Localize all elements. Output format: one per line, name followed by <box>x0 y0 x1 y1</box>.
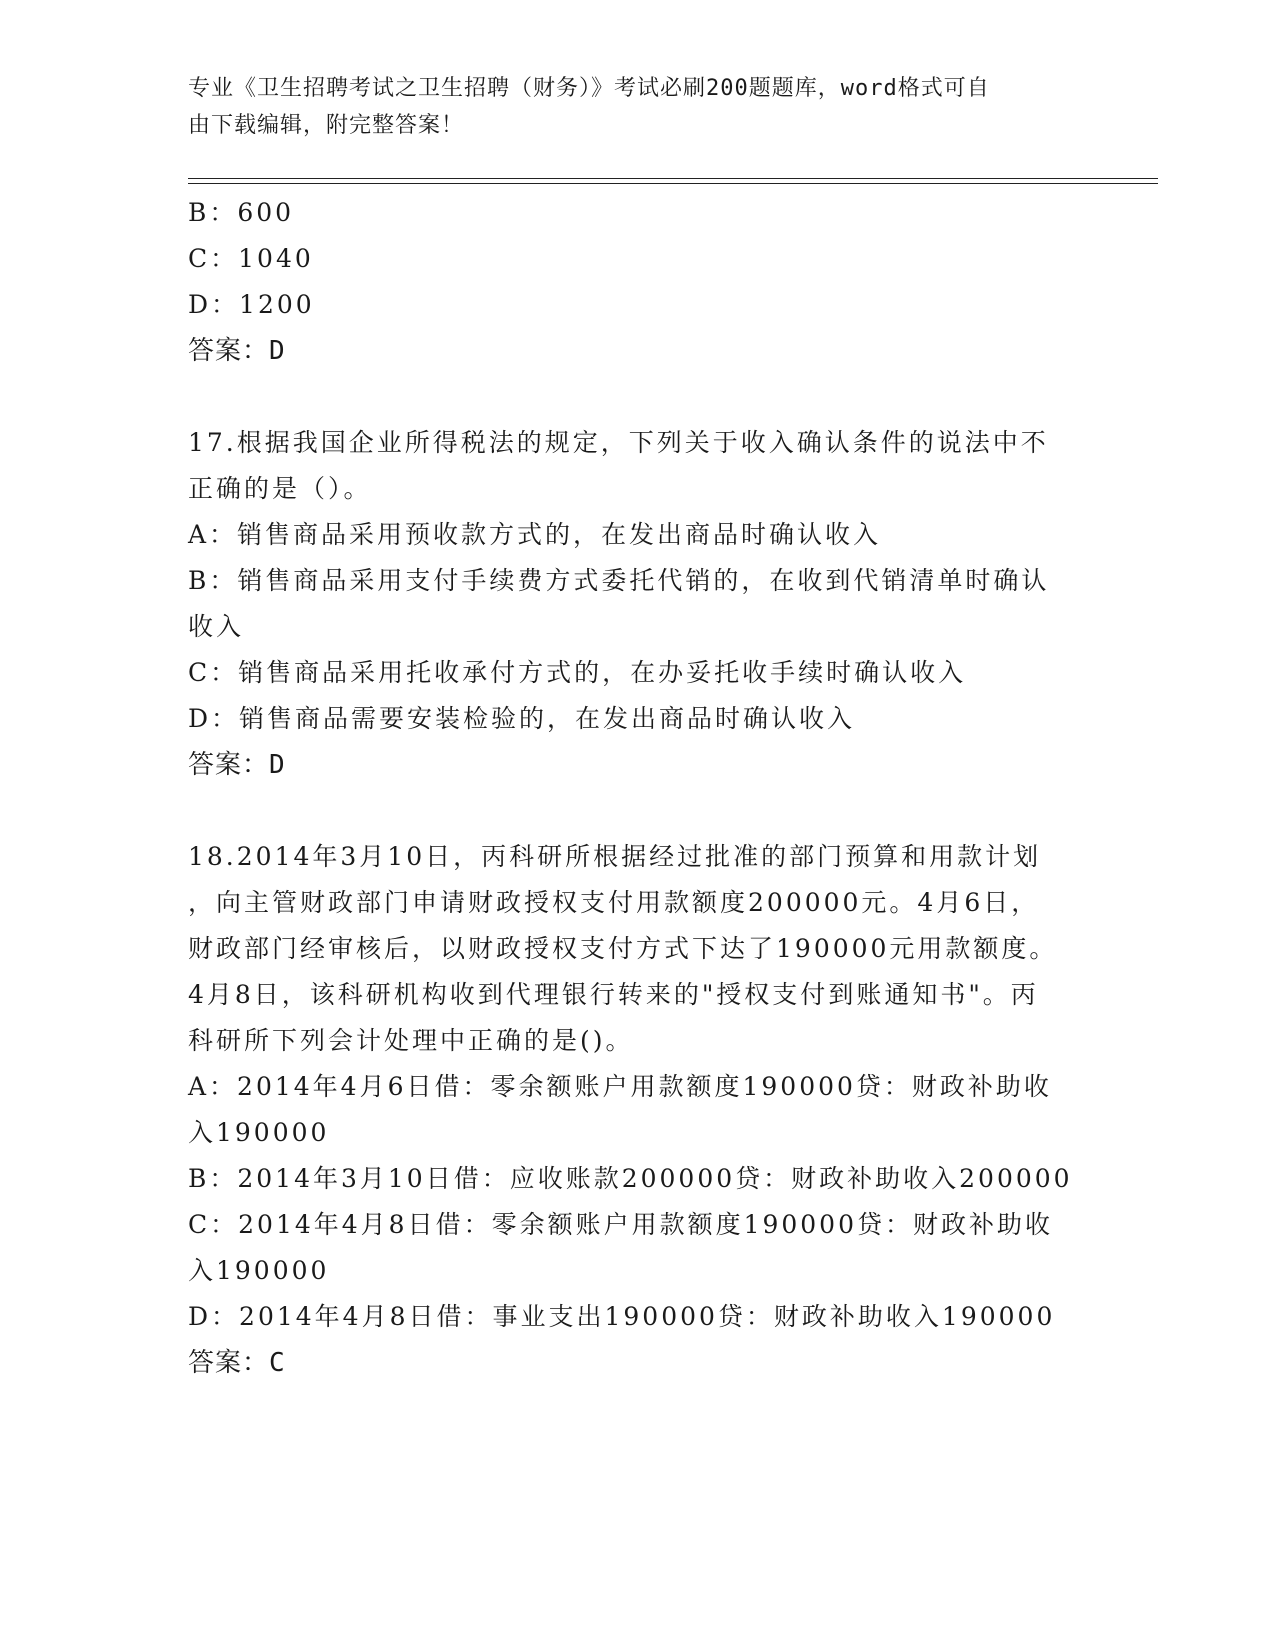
q16-option-d: D：1200 <box>188 290 315 319</box>
q18-stem-line-2: ，向主管财政部门申请财政授权支付用款额度200000元。4月6日， <box>188 888 1040 917</box>
header-line-1: 专业《卫生招聘考试之卫生招聘（财务）》考试必刷200题题库，word格式可自 <box>188 76 990 101</box>
q18-stem-line-1: 18.2014年3月10日，丙科研所根据经过批准的部门预算和用款计划 <box>188 842 1042 871</box>
header-divider-top <box>188 178 1158 179</box>
question-18 <box>188 834 1088 1386</box>
q17-answer: 答案：D <box>188 750 286 780</box>
header-line-2: 由下载编辑，附完整答案！ <box>188 113 465 138</box>
q18-option-a-line-2: 入190000 <box>188 1118 330 1147</box>
header-divider-bottom <box>188 183 1158 184</box>
q18-option-b: B：2014年3月10日借：应收账款200000贷：财政补助收入200000 <box>188 1164 1073 1193</box>
q17-option-d: D：销售商品需要安装检验的，在发出商品时确认收入 <box>188 704 856 733</box>
q17-option-a: A：销售商品采用预收款方式的，在发出商品时确认收入 <box>188 520 882 549</box>
q18-option-c-line-2: 入190000 <box>188 1256 330 1285</box>
q16-option-b: B：600 <box>188 198 295 227</box>
q18-answer: 答案：C <box>188 1348 286 1378</box>
question-content <box>188 190 1088 1386</box>
q17-option-c: C：销售商品采用托收承付方式的，在办妥托收手续时确认收入 <box>188 658 967 687</box>
spacer <box>188 788 1088 834</box>
question-16-tail <box>188 190 1088 374</box>
q16-option-c: C：1040 <box>188 244 314 273</box>
document-header <box>188 70 1068 144</box>
q17-stem-line-2: 正确的是（）。 <box>188 474 372 503</box>
q18-option-a-line-1: A：2014年4月6日借：零余额账户用款额度190000贷：财政补助收 <box>188 1072 1052 1101</box>
q17-option-b-line-1: B：销售商品采用支付手续费方式委托代销的，在收到代销清单时确认 <box>188 566 1050 595</box>
question-17 <box>188 420 1088 788</box>
q18-stem-line-4: 4月8日，该科研机构收到代理银行转来的"授权支付到账通知书"。丙 <box>188 980 1039 1009</box>
q18-option-d: D：2014年4月8日借：事业支出190000贷：财政补助收入190000 <box>188 1302 1056 1331</box>
q17-option-b-line-2: 收入 <box>188 612 245 641</box>
q18-option-c-line-1: C：2014年4月8日借：零余额账户用款额度190000贷：财政补助收 <box>188 1210 1053 1239</box>
q16-answer: 答案：D <box>188 336 286 366</box>
q17-stem-line-1: 17.根据我国企业所得税法的规定，下列关于收入确认条件的说法中不 <box>188 428 1049 457</box>
spacer <box>188 374 1088 420</box>
q18-stem-line-5: 科研所下列会计处理中正确的是()。 <box>188 1026 634 1055</box>
q18-stem-line-3: 财政部门经审核后，以财政授权支付方式下达了190000元用款额度。 <box>188 934 1058 963</box>
